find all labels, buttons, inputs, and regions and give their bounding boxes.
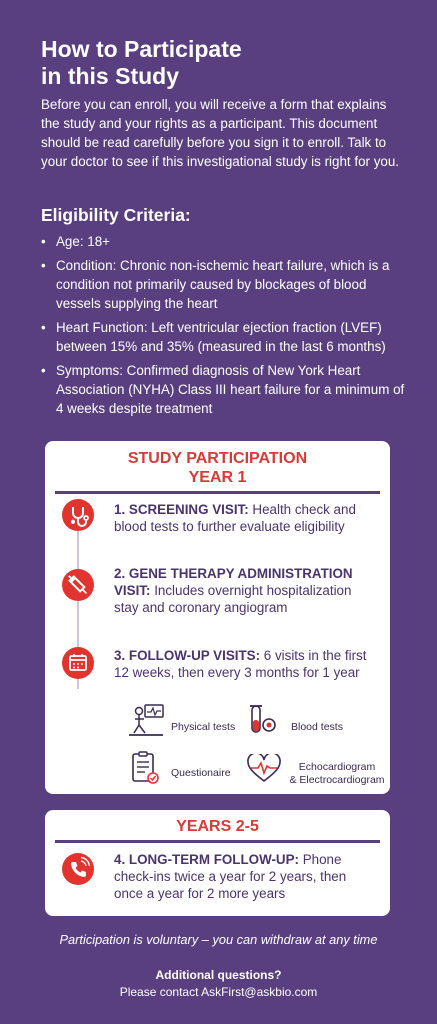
step-follow-up — [114, 647, 376, 681]
year1-title-line-2: YEAR 1 — [188, 469, 247, 486]
eligibility-item — [41, 318, 406, 356]
bullet: • — [41, 320, 46, 335]
step-label: GENE THERAPY ADMINISTRATION VISIT: — [114, 566, 353, 598]
step-screening — [114, 501, 376, 535]
eligibility-heading: Eligibility Criteria: — [41, 205, 191, 225]
divider — [55, 840, 380, 843]
heart-pulse-icon — [246, 754, 282, 789]
divider — [55, 491, 380, 494]
year1-card — [45, 441, 390, 794]
stethoscope-icon — [62, 499, 94, 531]
syringe-icon — [62, 569, 94, 601]
contact-line: Please contact AskFirst@askbio.com — [119, 985, 318, 999]
eligibility-item-text: Symptoms: Confirmed diagnosis of New York Heart Association (NYHA) Class III heart failure for a minimum of 4 weeks despite treatment — [56, 363, 405, 416]
test-tube-icon — [244, 703, 280, 744]
step-label: FOLLOW-UP VISITS: — [128, 648, 261, 663]
step-text: Includes overnight hospitalization stay and coronary angiogram — [114, 583, 352, 615]
step-number: 4. — [114, 852, 126, 867]
test-label-echo-line-2: & Electrocardiogram — [289, 774, 385, 786]
step-number: 2. — [114, 566, 126, 581]
page-title-line-1: How to Participate — [41, 36, 242, 62]
year1-title — [45, 449, 390, 487]
intro-paragraph: Before you can enroll, you will receive a form that explains the study and your rights as a participant. This document should be read carefully before you sign it to enroll. Talk to your doctor to see if this investigational study is right for you. — [41, 97, 400, 169]
bullet: • — [41, 234, 46, 249]
eligibility-item — [41, 232, 406, 251]
bullet: • — [41, 258, 46, 273]
test-label-questionnaire: Questionaire — [171, 767, 231, 779]
eligibility-list — [41, 232, 406, 423]
test-label-echo — [289, 761, 385, 787]
step-gene-therapy — [114, 565, 376, 616]
test-label-physical: Physical tests — [171, 721, 236, 733]
page-title-line-2: in this Study — [41, 63, 179, 89]
step-number: 1. — [114, 502, 126, 517]
treadmill-icon — [127, 703, 167, 744]
phone-icon — [62, 853, 94, 885]
test-label-blood: Blood tests — [291, 721, 343, 733]
calendar-icon — [62, 647, 94, 679]
step-text: Health check and blood tests to further evaluate eligibility — [114, 502, 356, 534]
eligibility-item — [41, 256, 406, 313]
test-label-echo-line-1: Echocardiogram — [298, 761, 376, 773]
step-long-term — [114, 851, 376, 902]
year1-title-line-1: STUDY PARTICIPATION — [127, 450, 308, 467]
years2-5-card — [45, 810, 390, 916]
eligibility-item-text: Heart Function: Left ventricular ejection fraction (LVEF) between 15% and 35% (measured in the last 6 months) — [56, 320, 386, 354]
bullet: • — [41, 363, 46, 378]
step-number: 3. — [114, 648, 126, 663]
step-label: LONG-TERM FOLLOW-UP: — [128, 852, 299, 867]
eligibility-item — [41, 361, 406, 418]
eligibility-item-text: Age: 18+ — [56, 234, 110, 249]
step-text: Phone check-ins twice a year for 2 years, then once a year for 2 more years — [114, 852, 347, 901]
years2-5-title: YEARS 2-5 — [176, 818, 259, 835]
step-label: SCREENING VISIT: — [128, 502, 249, 517]
clipboard-icon — [130, 750, 162, 791]
step-text: 6 visits in the first 12 weeks, then every 3 months for 1 year — [114, 648, 367, 680]
page-title — [41, 36, 401, 90]
questions-heading: Additional questions? — [155, 968, 282, 982]
voluntary-note: Participation is voluntary – you can withdraw at any time — [59, 932, 378, 947]
eligibility-item-text: Condition: Chronic non-ischemic heart failure, which is a condition not primarily caused by blockages of blood vessels supplying the heart — [56, 258, 390, 311]
